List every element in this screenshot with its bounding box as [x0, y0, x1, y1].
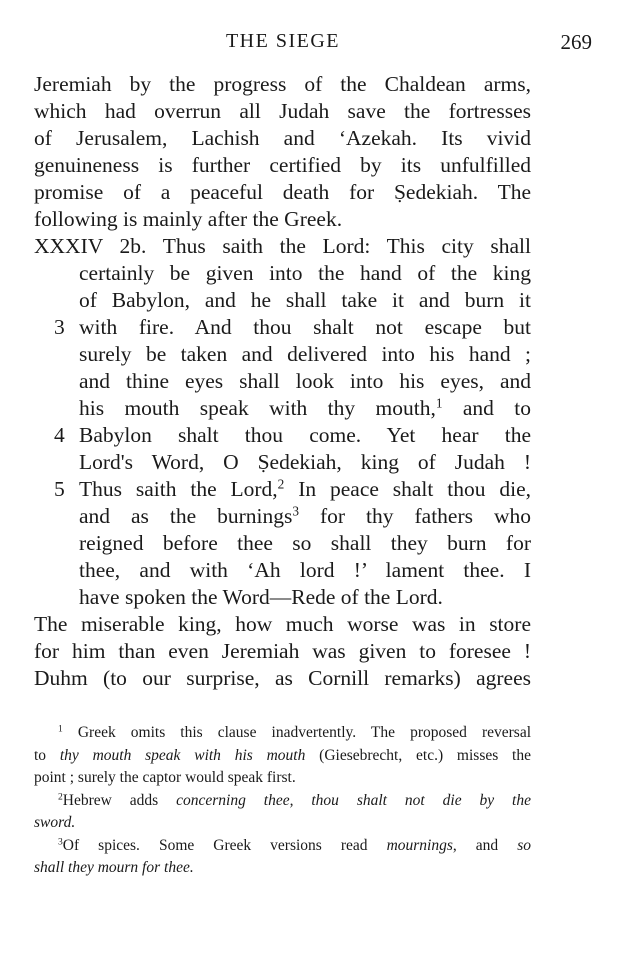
text-line: The miserable king, how much worse was in store [34, 612, 531, 636]
text-line: promise of a peaceful death for Ṣedekiah. The [34, 180, 531, 204]
verse-text: surely be taken and delivered into his hand ; [79, 342, 531, 366]
verse-text: for thy fathers who [299, 504, 531, 528]
verse-line [34, 314, 531, 341]
footnote-marker: 2 [277, 476, 285, 492]
verse-text: and as the burnings [79, 504, 293, 528]
closing-paragraph [34, 611, 531, 692]
footnote-italic: thy mouth speak with his mouth [59, 746, 306, 764]
page-header [34, 30, 592, 58]
footnote-line [34, 790, 531, 813]
verse-text: Lord's Word, O Ṣedekiah, king of Judah ! [79, 450, 531, 474]
intro-paragraph [34, 71, 531, 233]
verse-line [34, 368, 531, 395]
footnote-3 [34, 835, 531, 880]
verse-line [34, 476, 531, 503]
verse-number: 3 [54, 315, 65, 339]
verse-line [34, 341, 531, 368]
verse-line [34, 584, 531, 611]
verse-line [34, 557, 531, 584]
footnote-text: Greek omits this clause inadvertently. The proposed reversal [77, 724, 532, 741]
verse-text: Thus saith the Lord, [79, 477, 278, 501]
text-line: which had overrun all Judah save the fortresses [34, 99, 531, 123]
verse-text: of Babylon, and he shall take it and burn it [79, 288, 531, 312]
footnote-italic: concerning thee, thou shalt not die by the [176, 791, 531, 809]
verse-line [34, 422, 531, 449]
verse-text: with fire. And thou shalt not escape but [79, 315, 531, 339]
verse-text: and to [442, 396, 531, 420]
verse-line [34, 395, 531, 422]
footnote-text: , and [452, 836, 518, 854]
footnote-1 [34, 722, 531, 790]
verse-text: In peace shalt thou die, [284, 477, 531, 501]
verse-text: his mouth speak with thy mouth, [79, 396, 436, 420]
footnote-line [34, 722, 531, 745]
verse-line [34, 503, 531, 530]
verse-text: have spoken the Word—Rede of the Lord. [79, 585, 443, 609]
footnote-line [34, 745, 531, 768]
footnote-line [34, 835, 531, 858]
footnote-italic: mournings [386, 836, 453, 854]
verse-line [34, 530, 531, 557]
verse-text: XXXIV 2b. Thus saith the Lord: This city shall [34, 234, 531, 258]
verse-text: Babylon shalt thou come. Yet hear the [79, 423, 531, 447]
footnote-text: Of spices. Some Greek versions read [62, 836, 387, 854]
verse-line [34, 260, 531, 287]
verse-line [34, 287, 531, 314]
verse-number: 5 [54, 477, 65, 501]
footnote-marker: 3 [292, 503, 300, 519]
text-line: genuineness is further certified by its unfulfilled [34, 153, 531, 177]
footnote-number: 2 [58, 791, 63, 803]
footnote-number: 3 [58, 836, 63, 848]
text-line: following is mainly after the Greek. [34, 207, 343, 231]
footnote-italic: sword. [34, 814, 76, 831]
text-line: Duhm (to our surprise, as Cornill remarks) agrees [34, 666, 531, 690]
footnote-line [34, 812, 531, 835]
footnotes [34, 722, 531, 880]
text-line: of Jerusalem, Lachish and ‘Azekah. Its vivid [34, 126, 531, 150]
body-text [34, 71, 531, 692]
footnote-text: (Giesebrecht, etc.) misses the [305, 746, 531, 764]
footnote-2 [34, 790, 531, 835]
verse-text: thee, and with ‘Ah lord !’ lament thee. I [79, 558, 531, 582]
text-line: for him than even Jeremiah was given to foresee ! [34, 639, 531, 663]
footnote-text: to [34, 746, 60, 764]
running-title: THE SIEGE [225, 30, 341, 52]
page-number: 269 [560, 30, 592, 54]
verse-text: reigned before thee so shall they burn for [79, 531, 531, 555]
footnote-number: 1 [58, 723, 63, 735]
footnote-text: Hebrew adds [62, 791, 177, 809]
verse-line [34, 233, 531, 260]
footnote-line: point ; surely the captor would speak first. [34, 769, 296, 786]
footnote-marker: 1 [435, 395, 443, 411]
verse-line [34, 449, 531, 476]
footnote-italic: so [517, 836, 531, 854]
verse-text: certainly be given into the hand of the king [79, 261, 531, 285]
footnote-line [34, 857, 531, 880]
verse-number: 4 [54, 423, 65, 447]
text-line: Jeremiah by the progress of the Chaldean arms, [34, 72, 531, 96]
footnote-italic: shall they mourn for thee. [34, 859, 194, 876]
scripture-quotation [34, 233, 531, 611]
verse-text: and thine eyes shall look into his eyes, and [79, 369, 531, 393]
